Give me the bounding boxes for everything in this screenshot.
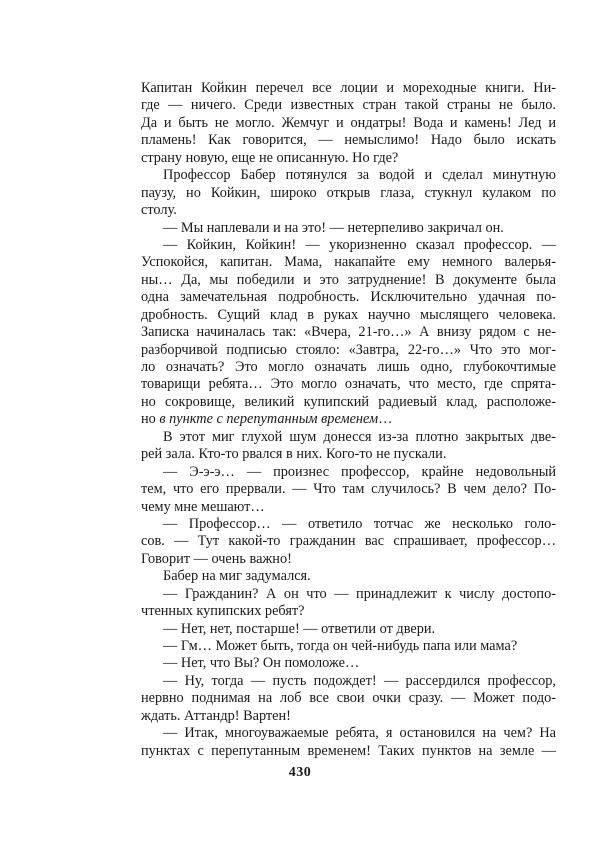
- text-line-content: пунктах с перепутанным временем! Таких пунктов на земле —: [141, 742, 556, 759]
- text-line: [141, 743, 556, 760]
- italic-phrase: в пункте с перепутанным временем: [159, 411, 379, 428]
- text-line: [141, 533, 556, 550]
- text-line-content: — Ну, тогда — пусть подождет! — рассердился профессор,: [163, 672, 556, 689]
- text-line: [141, 516, 556, 533]
- text-line-content: — Э-э-э… — произнес профессор, крайне недовольный: [163, 463, 556, 480]
- text-line-content: ждать. Аттандр! Вартен!: [141, 707, 291, 724]
- text-line-content: пламень! Как говорится, — немыслимо! Надо было искать: [141, 132, 556, 149]
- text-line: [141, 324, 556, 341]
- text-line-content: Профессор Бабер потянулся за водой и сделал минутную: [163, 167, 556, 184]
- text-line-content: Бабер на миг задумался.: [163, 568, 311, 585]
- text-line: [141, 202, 556, 219]
- text-line-content: В этот миг глухой шум донесся из-за плотно закрытых две-: [163, 428, 556, 445]
- text-line: [141, 97, 556, 114]
- text-line-content: — Нет, нет, постарше! — ответили от двери.: [163, 620, 436, 637]
- text-line: [141, 150, 556, 167]
- text-line: [141, 464, 556, 481]
- text-line: [141, 481, 556, 498]
- text-line-content: нервно поднимая на лоб все свои очки сразу. — Может подо-: [141, 690, 556, 707]
- text-line: [141, 272, 556, 289]
- text-line-content: сов. — Тут какой-то гражданин вас спрашивает, профессор…: [141, 533, 556, 550]
- text-line: [141, 638, 556, 655]
- text-line: [141, 429, 556, 446]
- text-line: [141, 603, 556, 620]
- text-line: [141, 725, 556, 742]
- text-line: [141, 586, 556, 603]
- text-line-content: ны… Да, мы победили и это затруднение! В документе была: [141, 271, 556, 288]
- text-line-content: разборчивой подписью стояло: «Завтра, 22-го…» Что это мог-: [141, 341, 556, 358]
- text-line: [141, 80, 556, 97]
- body-text: [141, 80, 556, 760]
- text-line: [141, 708, 556, 725]
- text-line-content: но сокровище, великий купипский радиевый клад, расположе-: [141, 393, 556, 410]
- text-line: [141, 307, 556, 324]
- page-number: 430: [288, 765, 312, 780]
- text-line: [141, 376, 556, 393]
- text-line-content: где — ничего. Среди известных стран такой страны не было.: [141, 97, 556, 114]
- text-line-content: паузу, но Койкин, широко открыв глаза, стукнул кулаком по: [141, 184, 556, 201]
- text-line-content: рей зала. Кто-то рвался в них. Кого-то не пускали.: [141, 446, 447, 463]
- text-line: [141, 115, 556, 132]
- text-line-content: ло означать? Это могло означать лишь одно, глубокочтимые: [141, 359, 556, 375]
- text-line: [141, 655, 556, 672]
- text-line-content: чему мне мешают…: [141, 498, 265, 515]
- text-line-content: — Итак, многоуважаемые ребята, я остановился на чем? На: [163, 725, 556, 742]
- text-line: [141, 446, 556, 463]
- text-line: [141, 289, 556, 306]
- text-line-content: — Гражданин? А он что — принадлежит к числу достопо-: [163, 585, 556, 602]
- text-line: [141, 568, 556, 585]
- text-line-content: тем, что его прервали. — Что там случилось? В чем дело? По-: [141, 481, 556, 498]
- text-line-content: Записка начиналась так: «Вчера, 21-го…» А внизу рядом с не-: [141, 324, 556, 341]
- text-line: [141, 220, 556, 237]
- text-line: [141, 394, 556, 411]
- text-line-content: товарищи ребята… Это могло означать, что место, где спрята-: [141, 376, 556, 393]
- text-line: [141, 342, 556, 359]
- text-line-content: — Нет, что Вы? Он помоложе…: [163, 655, 360, 672]
- text-line-content: — Койкин, Койкин! — укоризненно сказал профессор. —: [163, 236, 556, 253]
- text-line: [141, 673, 556, 690]
- text-line-content: Да и быть не могло. Жемчуг и ондатры! Вода и камень! Лед и: [141, 114, 556, 131]
- text-line: [141, 551, 556, 568]
- text-line-content: но: [141, 411, 160, 428]
- text-line: [141, 359, 556, 376]
- text-line-content: — Гм… Может быть, тогда он чей-нибудь папа или мама?: [163, 638, 518, 654]
- text-line: [141, 411, 556, 428]
- text-line-content: чтенных купипских ребят?: [141, 603, 305, 620]
- text-line-content: — Профессор… — ответило тотчас же несколько голо-: [163, 515, 556, 532]
- text-line-content: — Мы наплевали и на это! — нетерпеливо закричал он.: [163, 219, 504, 236]
- text-line: [141, 167, 556, 184]
- text-line-tail: …: [378, 411, 393, 428]
- text-line: [141, 690, 556, 707]
- text-line-content: столу.: [141, 202, 177, 219]
- text-line: [141, 237, 556, 254]
- text-line: [141, 254, 556, 271]
- text-line-content: одна замечательная подробность. Исключительно удачная по-: [141, 289, 556, 306]
- text-line-content: Говорит — очень важно!: [141, 550, 292, 567]
- text-line-content: страну новую, еще не описанную. Но где?: [141, 149, 399, 166]
- text-line: [141, 185, 556, 202]
- text-line: [141, 132, 556, 149]
- text-line-content: дробность. Сущий клад в руках научно мыслящего человека.: [141, 306, 556, 323]
- text-line: [141, 621, 556, 638]
- text-line-content: Успокойся, капитан. Мама, накапайте ему немного валерья-: [141, 254, 556, 271]
- text-line: [141, 499, 556, 516]
- text-line-content: Капитан Койкин перечел все лоции и мореходные книги. Ни-: [141, 80, 556, 96]
